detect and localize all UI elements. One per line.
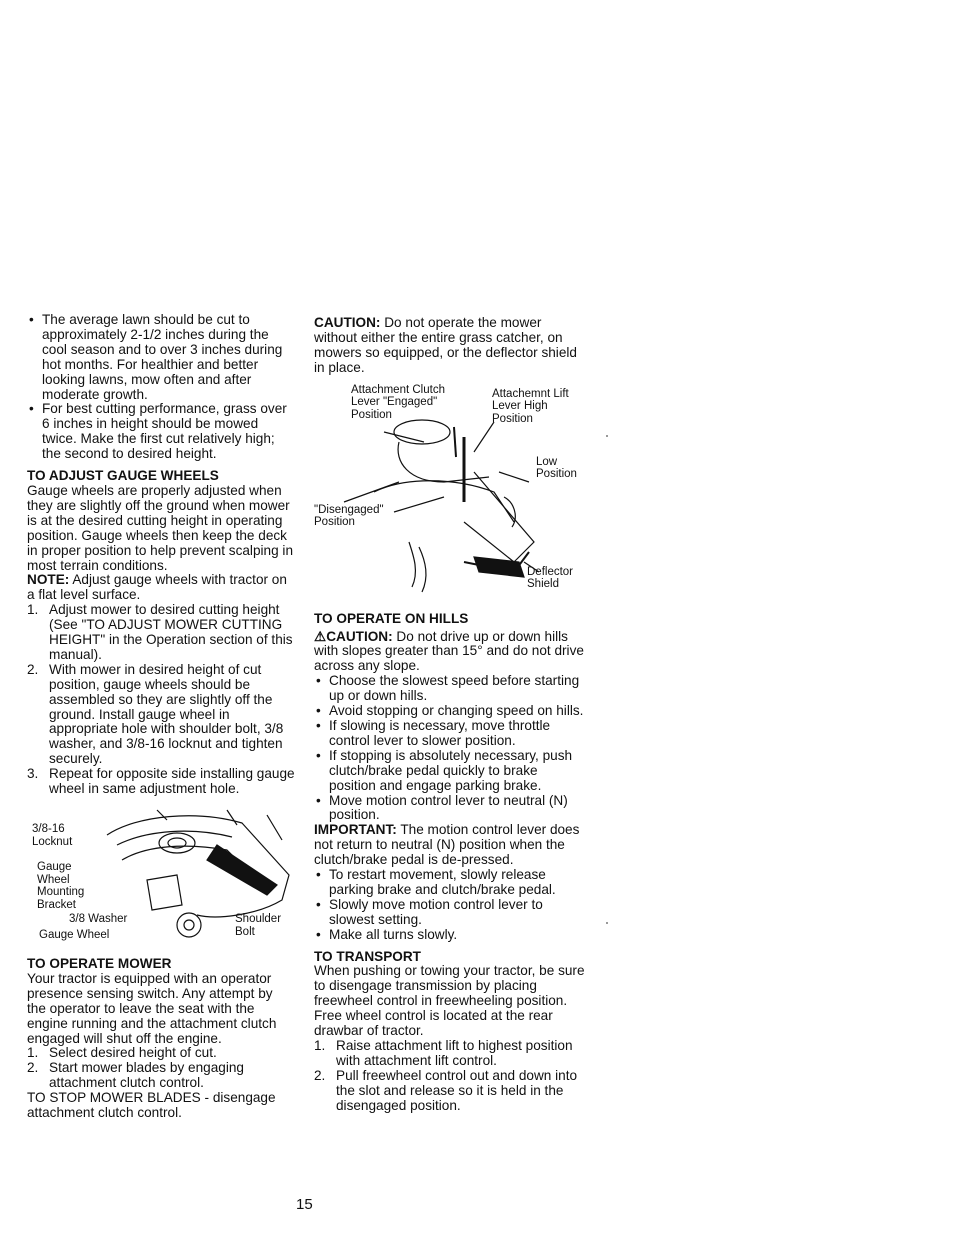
section-heading-transport: TO TRANSPORT (314, 948, 421, 964)
operate-mower-body: Your tractor is equipped with an operator presence sensing switch. Any attempt by the operator to leave the seat with the engine running and the attachment clutch engaged will shut off the engine. (27, 970, 277, 1046)
bracket-label: Gauge Wheel Mounting Bracket (37, 861, 85, 911)
section-heading-hills: TO OPERATE ON HILLS (314, 610, 469, 626)
hills-bullet: • Slowly move motion control lever to slowest setting. (316, 896, 543, 927)
gauge-wheels-note: NOTE: Adjust gauge wheels with tractor on a flat level surface. (27, 572, 287, 603)
shoulder-bolt-label: Shoulder Bolt (235, 913, 282, 938)
gauge-wheel-label: Gauge Wheel (39, 929, 110, 941)
hills-caution-label: CAUTION: (326, 628, 393, 644)
deflector-shield-label: Deflector Shield (527, 565, 574, 591)
stop-mower-text: TO STOP MOWER BLADES - disengage attachment clutch control. (27, 1090, 276, 1121)
caution-label: CAUTION: (314, 315, 381, 330)
important-label: IMPORTANT: (314, 822, 397, 838)
gauge-wheel-figure (27, 805, 295, 947)
gauge-wheels-body: Gauge wheels are properly adjusted when they are slightly off the ground when mower is at the desired cutting height in operating position. Gauge wheels then keep the deck in proper position to help prevent scalping in most terrain conditions. (27, 482, 294, 573)
disengaged-label: "Disengaged" Position (314, 503, 384, 529)
step-item: 2. With mower in desired height of cut position, gauge wheels should be assembled so they are slightly off the ground. Install gauge wheel in appropriate hole with shoulder bolt, 3/8 washer, and 3/8-16 locknut and tighten securely. (27, 661, 284, 767)
washer-label: 3/8 Washer (69, 913, 128, 925)
left-column (27, 313, 295, 1121)
clutch-engaged-label: Attachment Clutch Lever "Engaged" Position (351, 383, 445, 421)
section-heading-operate-mower: TO OPERATE MOWER (27, 956, 172, 971)
intro-bullet: • The average lawn should be cut to approximately 2-1/2 inches during the cool season and to over 3 inches during hot months. For healthier and better looking lawns, mow often and after moderate growth. (29, 312, 283, 402)
step-item: 3. Repeat for opposite side installing gauge wheel in same adjustment hole. (27, 766, 295, 797)
scan-speck (606, 435, 608, 437)
section-heading-gauge-wheels: TO ADJUST GAUGE WHEELS (27, 468, 219, 484)
page-number: 15 (296, 1196, 313, 1213)
hills-bullet: • To restart movement, slowly release parking brake and clutch/brake pedal. (316, 867, 556, 897)
scan-speck (606, 922, 608, 924)
hills-bullet: • Choose the slowest speed before starting up or down hills. (316, 673, 580, 704)
hills-caution: ⚠CAUTION: Do not drive up or down hills with slopes greater than 15° and do not drive across any slope. (314, 628, 584, 674)
hills-bullet: • If slowing is necessary, move throttle control lever to slower position. (316, 717, 551, 748)
hills-bullet: • If stopping is absolutely necessary, push clutch/brake pedal quickly to brake position and engage parking brake. (316, 747, 573, 793)
caution-paragraph: CAUTION: Do not operate the mower without either the entire grass catcher, on mowers so equipped, or the deflector shield in place. (314, 315, 577, 375)
locknut-label: 3/8-16 Locknut (32, 823, 73, 848)
low-position-label: Low Position (536, 455, 577, 481)
step-item: 1. Select desired height of cut. (27, 1045, 217, 1061)
important-paragraph: IMPORTANT: The motion control lever does not return to neutral (N) position when the clutch/brake pedal is de-pressed. (314, 822, 580, 868)
hills-bullet: • Make all turns slowly. (316, 926, 458, 942)
hills-bullet: • Avoid stopping or changing speed on hills. (316, 703, 584, 719)
step-item: 1. Adjust mower to desired cutting height (See "TO ADJUST MOWER CUTTING HEIGHT" in the Operation section of this manual). (27, 602, 293, 662)
step-item: 2. Pull freewheel control out and down into the slot and release so it is held in the disengaged position. (314, 1067, 578, 1113)
tractor-figure (314, 382, 586, 604)
hills-bullet: • Move motion control lever to neutral (N) position. (316, 792, 568, 823)
caution-symbol-icon: ⚠ (314, 628, 327, 644)
lift-high-label: Attachemnt Lift Lever High Position (492, 387, 569, 425)
note-label: NOTE: (27, 572, 70, 588)
step-item: 2. Start mower blades by engaging attachment clutch control. (27, 1060, 244, 1091)
transport-body: When pushing or towing your tractor, be sure to disengage transmission by placing freewheel control in freewheeling position. Free wheel control is located at the rear drawbar of tractor. (314, 963, 585, 1039)
step-item: 1. Raise attachment lift to highest position with attachment lift control. (314, 1038, 573, 1068)
right-column (314, 316, 586, 1114)
intro-bullet: • For best cutting performance, grass over 6 inches in height should be mowed twice. Make the first cut relatively high; the second to desired height. (29, 401, 287, 462)
